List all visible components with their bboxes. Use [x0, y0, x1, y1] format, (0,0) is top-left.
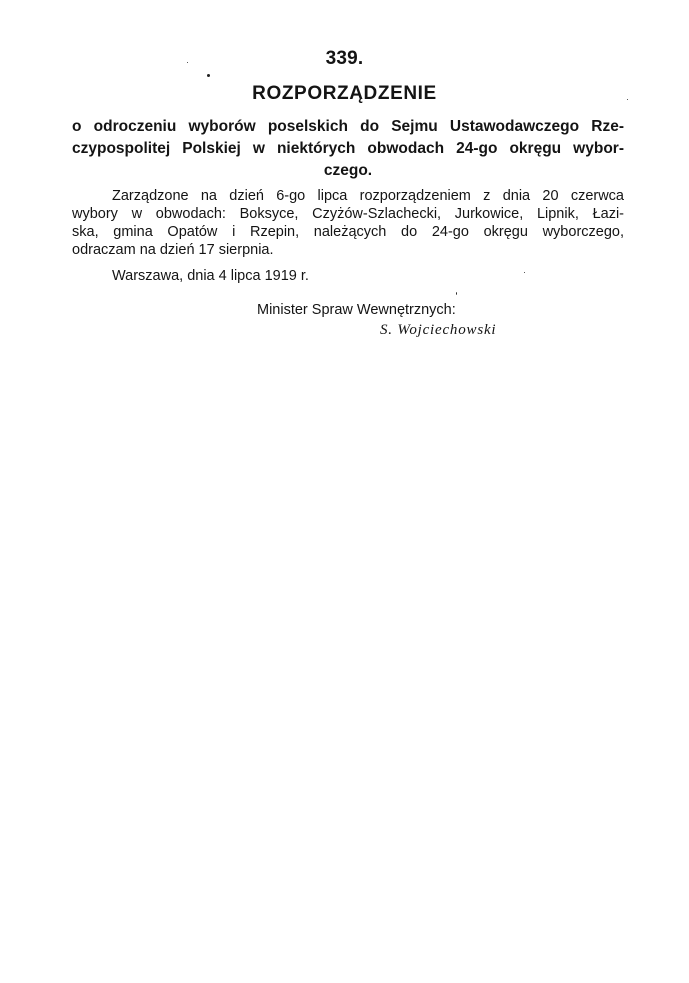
subtitle-line: czego.	[323, 162, 373, 179]
scan-speck	[524, 272, 525, 273]
scan-speck	[456, 292, 457, 295]
act-number: 339.	[325, 48, 364, 69]
body-line: wybory w obwodach: Boksyce, Czyżów-Szlachecki, Jurkowice, Lipnik, Łazi-	[72, 206, 624, 222]
act-subtitle	[72, 116, 624, 182]
dateline: Warszawa, dnia 4 lipca 1919 r.	[112, 268, 309, 284]
scan-speck	[187, 62, 188, 63]
body-line: ska, gmina Opatów i Rzepin, należących do 24-go okręgu wyborczego,	[72, 224, 624, 240]
act-body	[72, 187, 624, 259]
body-line: odraczam na dzień 17 sierpnia.	[72, 242, 274, 258]
act-title: ROZPORZĄDZENIE	[252, 83, 437, 104]
subtitle-line: czypospolitej Polskiej w niektórych obwodach 24-go okręgu wybor-	[72, 140, 624, 157]
signatory-title: Minister Spraw Wewnętrznych:	[257, 302, 456, 318]
body-line: Zarządzone na dzień 6-go lipca rozporządzeniem z dnia 20 czerwca	[112, 188, 624, 204]
signature: S. Wojciechowski	[380, 322, 497, 338]
subtitle-line: o odroczeniu wyborów poselskich do Sejmu Ustawodawczego Rze-	[72, 118, 624, 135]
scan-speck	[627, 99, 628, 100]
scan-speck	[207, 74, 210, 77]
